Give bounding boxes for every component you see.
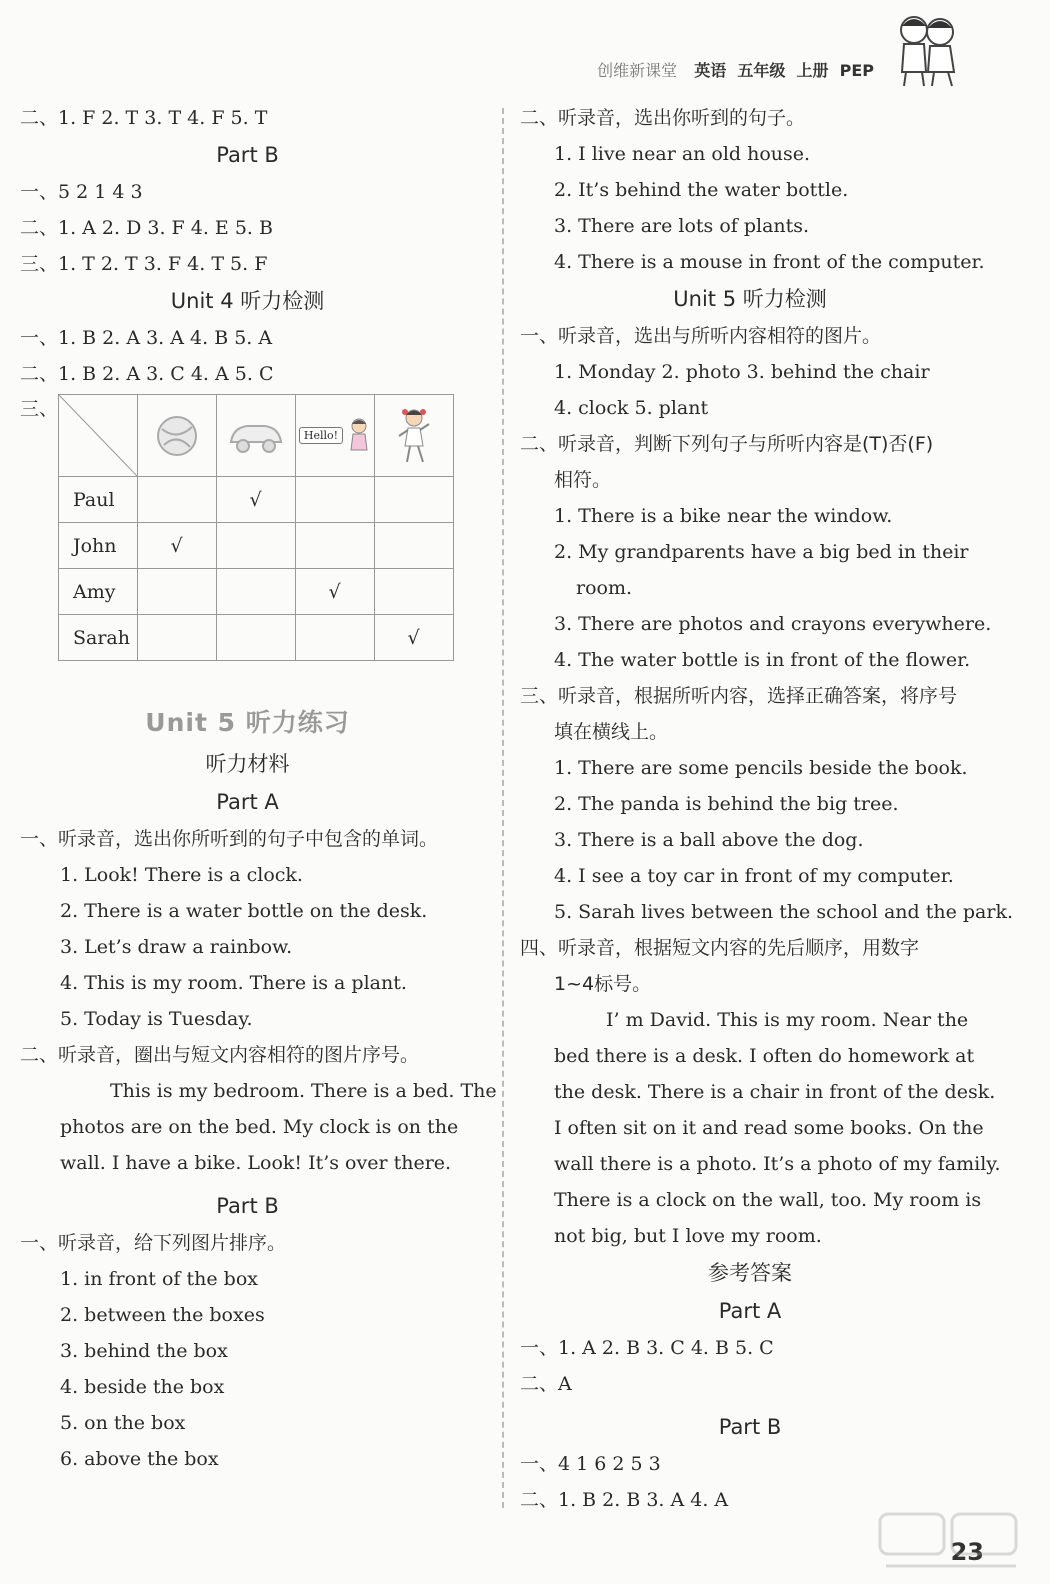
section-heading: Part A <box>216 790 279 814</box>
grade: 五年级 <box>737 61 786 80</box>
script-line: 3. There is a ball above the dog. <box>554 829 864 851</box>
ball-icon <box>154 413 200 459</box>
kids-mascot-icon <box>892 10 962 88</box>
passage-line: This is my bedroom. There is a bed. The <box>110 1080 497 1102</box>
diagonal-line <box>59 395 137 476</box>
question-prompt: 二、听录音，判断下列句子与所听内容是(T)否(F) <box>520 433 934 455</box>
answer-line: 一、5 2 1 4 3 <box>20 181 143 203</box>
answer-line: 二、A <box>520 1373 572 1395</box>
check-cell: √ <box>296 569 375 615</box>
question-prompt: 一、听录音，选出与所听内容相符的图片。 <box>520 325 882 347</box>
check-cell <box>138 615 217 661</box>
column-divider <box>502 108 504 1508</box>
toy-car-icon <box>225 416 287 456</box>
answer-line: 二、1. B 2. A 3. C 4. A 5. C <box>20 363 274 385</box>
script-line: 5. on the box <box>60 1412 186 1434</box>
section-heading: 听力材料 <box>205 752 290 776</box>
script-line: 3. There are lots of plants. <box>554 215 810 237</box>
dancing-girl-icon <box>397 406 431 466</box>
script-line: 5. Sarah lives between the school and the park. <box>554 901 1014 923</box>
section-heading: Part B <box>216 1194 279 1218</box>
answer-line: 一、1. B 2. A 3. A 4. B 5. A <box>20 327 273 349</box>
answer-line: 二、1. F 2. T 3. T 4. F 5. T <box>20 107 268 129</box>
passage-line: not big, but I love my room. <box>554 1225 822 1247</box>
script-line: 3. Let’s draw a rainbow. <box>60 936 293 958</box>
answer-table-block <box>20 394 475 661</box>
passage-line: bed there is a desk. I often do homework at <box>554 1045 975 1067</box>
unit-heading: Unit 4 听力检测 <box>170 289 325 313</box>
check-cell: √ <box>138 523 217 569</box>
script-line: 4. I see a toy car in front of my computer. <box>554 865 954 887</box>
script-line: 1. Monday 2. photo 3. behind the chair <box>554 361 930 383</box>
corner-cell <box>59 395 138 477</box>
script-line: 1. There is a bike near the window. <box>554 505 893 527</box>
script-line: 5. Today is Tuesday. <box>60 1008 253 1030</box>
girl-icon <box>347 416 371 456</box>
question-prompt-cont: 相符。 <box>554 469 612 491</box>
question-prompt: 一、听录音，选出你所听到的句子中包含的单词。 <box>20 828 439 850</box>
row-name: Sarah <box>59 615 138 661</box>
answer-line: 二、1. A 2. D 3. F 4. E 5. B <box>20 217 273 239</box>
passage-line: I’ m David. This is my room. Near the <box>606 1009 969 1031</box>
script-line: 2. between the boxes <box>60 1304 265 1326</box>
script-line: 6. above the box <box>60 1448 219 1470</box>
toy-car-picture-cell <box>217 395 296 477</box>
script-line: 2. The panda is behind the big tree. <box>554 793 899 815</box>
script-line: 4. This is my room. There is a plant. <box>60 972 407 994</box>
answer-line: 一、4 1 6 2 5 3 <box>520 1453 661 1475</box>
answer-table <box>58 394 454 661</box>
check-cell <box>217 523 296 569</box>
section-heading: Part B <box>216 143 279 167</box>
script-line: 2. My grandparents have a big bed in their <box>554 541 969 563</box>
script-line: 4. beside the box <box>60 1376 225 1398</box>
section-heading: Part B <box>718 1415 782 1439</box>
script-line: room. <box>576 577 633 599</box>
question-prompt: 一、听录音，给下列图片排序。 <box>20 1232 287 1254</box>
passage-line: wall there is a photo. It’s a photo of my family. <box>554 1153 1001 1175</box>
passage-line: the desk. There is a chair in front of the desk. <box>554 1081 996 1103</box>
question-prompt-cont: 填在横线上。 <box>554 721 669 743</box>
question-prompt: 二、听录音，选出你听到的句子。 <box>520 107 806 129</box>
question-prompt-cont: 1~4标号。 <box>554 973 652 995</box>
check-cell: √ <box>375 615 454 661</box>
unit-heading: Unit 5 听力检测 <box>673 287 827 311</box>
table-row <box>59 615 454 661</box>
brand-name: 创维新课堂 <box>597 61 678 80</box>
check-cell <box>296 523 375 569</box>
watermark-logo-icon <box>876 1508 1026 1576</box>
check-cell <box>138 569 217 615</box>
hello-picture-cell <box>296 395 375 477</box>
script-line: 1. There are some pencils beside the book. <box>554 757 968 779</box>
check-cell: √ <box>217 477 296 523</box>
answer-line: 二、1. B 2. B 3. A 4. A <box>520 1489 729 1511</box>
check-cell <box>375 523 454 569</box>
left-column <box>20 100 497 1477</box>
script-line: 1. I live near an old house. <box>554 143 811 165</box>
check-cell <box>217 615 296 661</box>
edition: PEP <box>839 61 874 80</box>
dancing-girl-picture-cell <box>375 395 454 477</box>
table-label: 三、 <box>20 398 59 420</box>
check-cell <box>296 615 375 661</box>
passage-line: wall. I have a bike. Look! It’s over there. <box>60 1152 452 1174</box>
check-cell <box>217 569 296 615</box>
script-line: 3. There are photos and crayons everywhere. <box>554 613 992 635</box>
section-heading: Part A <box>718 1299 782 1323</box>
check-cell <box>138 477 217 523</box>
script-line: 2. There is a water bottle on the desk. <box>60 900 428 922</box>
subject: 英语 <box>694 61 727 80</box>
ball-picture-cell <box>138 395 217 477</box>
script-line: 4. clock 5. plant <box>554 397 709 419</box>
answer-line: 三、1. T 2. T 3. F 4. T 5. F <box>20 253 268 275</box>
table-row <box>59 569 454 615</box>
passage-line: photos are on the bed. My clock is on the <box>60 1116 459 1138</box>
script-line: 4. The water bottle is in front of the flower. <box>554 649 971 671</box>
passage-line: There is a clock on the wall, too. My room is <box>554 1189 982 1211</box>
check-cell <box>375 569 454 615</box>
check-cell <box>375 477 454 523</box>
script-line: 1. in front of the box <box>60 1268 258 1290</box>
script-line: 3. behind the box <box>60 1340 228 1362</box>
script-line: 1. Look! There is a clock. <box>60 864 303 886</box>
hello-speech-bubble: Hello! <box>299 427 343 444</box>
row-name: John <box>59 523 138 569</box>
table-row <box>59 477 454 523</box>
passage-line: I often sit on it and read some books. On the <box>554 1117 984 1139</box>
table-header-row <box>59 395 454 477</box>
answers-heading: 参考答案 <box>708 1261 792 1285</box>
question-prompt: 四、听录音，根据短文内容的先后顺序，用数字 <box>520 937 920 959</box>
question-prompt: 二、听录音，圈出与短文内容相符的图片序号。 <box>20 1044 420 1066</box>
page-number: 23 <box>950 1538 984 1566</box>
question-prompt: 三、听录音，根据所听内容，选择正确答案，将序号 <box>520 685 958 707</box>
row-name: Paul <box>59 477 138 523</box>
right-column <box>520 100 1014 1518</box>
unit-heading: Unit 5 听力练习 <box>145 708 350 737</box>
table-row <box>59 523 454 569</box>
page-header <box>597 58 880 81</box>
check-cell <box>296 477 375 523</box>
script-line: 4. There is a mouse in front of the computer. <box>554 251 985 273</box>
term: 上册 <box>796 61 829 80</box>
script-line: 2. It’s behind the water bottle. <box>554 179 849 201</box>
row-name: Amy <box>59 569 138 615</box>
answer-line: 一、1. A 2. B 3. C 4. B 5. C <box>520 1337 774 1359</box>
